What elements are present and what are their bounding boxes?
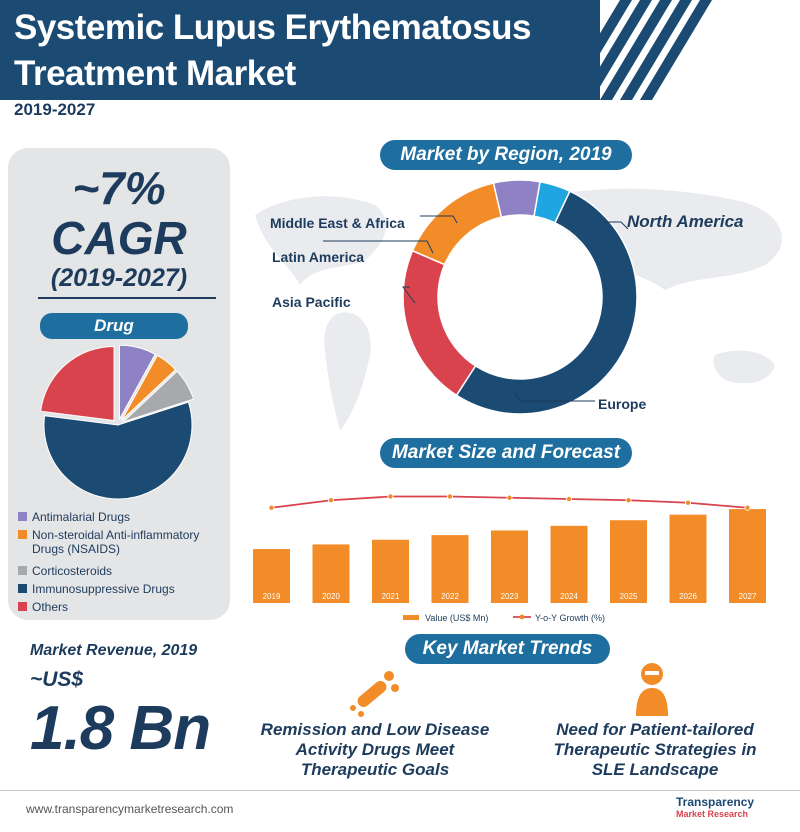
- patient-icon: [632, 660, 672, 716]
- drug-pie-chart: [18, 345, 218, 505]
- legend-swatch: [18, 530, 27, 539]
- region-label-asia-pacific: Asia Pacific: [272, 294, 351, 310]
- legend-swatch: [18, 584, 27, 593]
- x-tick-label: 2020: [322, 592, 340, 601]
- page-title-line2: Treatment Market: [14, 54, 296, 93]
- year-range: 2019-2027: [14, 100, 96, 119]
- region-label-north-america: North America: [627, 212, 744, 231]
- legend-label: Immunosuppressive Drugs: [32, 582, 175, 596]
- forecast-section-title: Market Size and Forecast: [380, 438, 632, 468]
- x-tick-label: 2022: [441, 592, 459, 601]
- logo-line-2: Market Research: [676, 809, 749, 819]
- legend-swatch-value: [403, 615, 419, 620]
- trend-2-line-1: Need for Patient-tailored: [556, 720, 754, 739]
- legend-label-growth: Y-o-Y Growth (%): [535, 613, 606, 623]
- region-donut-slice: [457, 191, 637, 414]
- growth-point: [685, 500, 690, 505]
- revenue-value: 1.8 Bn: [30, 694, 211, 763]
- growth-point: [745, 505, 750, 510]
- cagr-value: ~7%: [72, 162, 166, 214]
- legend-label: Antimalarial Drugs: [32, 510, 131, 524]
- footer-divider: [0, 790, 800, 791]
- trend-1-line-3: Therapeutic Goals: [300, 760, 450, 779]
- legend-label-value: Value (US$ Mn): [425, 613, 489, 623]
- growth-point: [447, 494, 452, 499]
- region-label-europe: Europe: [598, 396, 647, 412]
- pills-icon: [345, 668, 401, 718]
- legend-item-immunosuppressive: [18, 582, 175, 596]
- drug-pie-slice: [44, 402, 192, 499]
- drug-section-title: Drug: [40, 313, 188, 339]
- trend-1-line-1: Remission and Low Disease: [260, 720, 490, 739]
- region-label-latin-america: Latin America: [272, 249, 365, 265]
- growth-point: [269, 505, 274, 510]
- legend-item-nsaids: [18, 528, 199, 556]
- forecast-bar: [610, 520, 647, 603]
- legend-label: Others: [32, 600, 69, 614]
- revenue-title: Market Revenue, 2019: [30, 642, 198, 659]
- legend-item-others: [18, 600, 68, 614]
- legend-label: Non-steroidal Anti-inflammatory: [32, 528, 200, 542]
- region-donut-slice: [493, 180, 540, 217]
- x-tick-label: 2021: [381, 592, 400, 601]
- region-section-title: Market by Region, 2019: [380, 140, 632, 170]
- footer-url[interactable]: www.transparencymarketresearch.com: [26, 802, 234, 816]
- forecast-bar: [729, 509, 766, 603]
- legend-swatch: [18, 566, 27, 575]
- growth-point: [626, 498, 631, 503]
- x-tick-label: 2026: [679, 592, 697, 601]
- cagr-label: CAGR: [51, 212, 187, 264]
- trend-2-line-2: Therapeutic Strategies in: [553, 740, 757, 759]
- trends-section-title: Key Market Trends: [405, 634, 610, 664]
- trend-2-line-3: SLE Landscape: [591, 760, 719, 779]
- growth-point: [566, 496, 571, 501]
- legend-label-cont: Drugs (NSAIDS): [32, 542, 121, 556]
- x-tick-label: 2027: [738, 592, 757, 601]
- region-label-mea: Middle East & Africa: [270, 215, 405, 231]
- legend-swatch: [18, 512, 27, 521]
- header-stripes: [560, 0, 800, 100]
- legend-label: Corticosteroids: [32, 564, 113, 578]
- divider: [38, 297, 216, 299]
- x-tick-label: 2025: [619, 592, 638, 601]
- region-donut-slice: [413, 183, 502, 265]
- trend-2-text: [530, 720, 780, 780]
- region-donut-slice: [403, 251, 476, 396]
- page-title-line1: Systemic Lupus Erythematosus: [14, 8, 531, 47]
- growth-point: [507, 495, 512, 500]
- legend-swatch: [18, 602, 27, 611]
- x-tick-label: 2023: [500, 592, 519, 601]
- legend-swatch-growth-dot: [520, 615, 525, 620]
- growth-point: [328, 498, 333, 503]
- cagr-period: (2019-2027): [50, 264, 188, 292]
- company-logo: [676, 796, 754, 820]
- revenue-prefix: ~US$: [30, 668, 84, 691]
- x-tick-label: 2024: [560, 592, 578, 601]
- trend-1-text: [250, 720, 500, 780]
- x-tick-label: 2019: [262, 592, 281, 601]
- growth-point: [388, 494, 393, 499]
- logo-line-1: Transparency: [676, 795, 755, 809]
- drug-pie-slice: [41, 346, 114, 420]
- legend-item-antimalarial: [18, 510, 130, 524]
- forecast-bar: [670, 515, 707, 603]
- forecast-bar-chart: [245, 475, 785, 630]
- legend-item-corticosteroids: [18, 564, 112, 578]
- trend-1-line-2: Activity Drugs Meet: [295, 740, 455, 759]
